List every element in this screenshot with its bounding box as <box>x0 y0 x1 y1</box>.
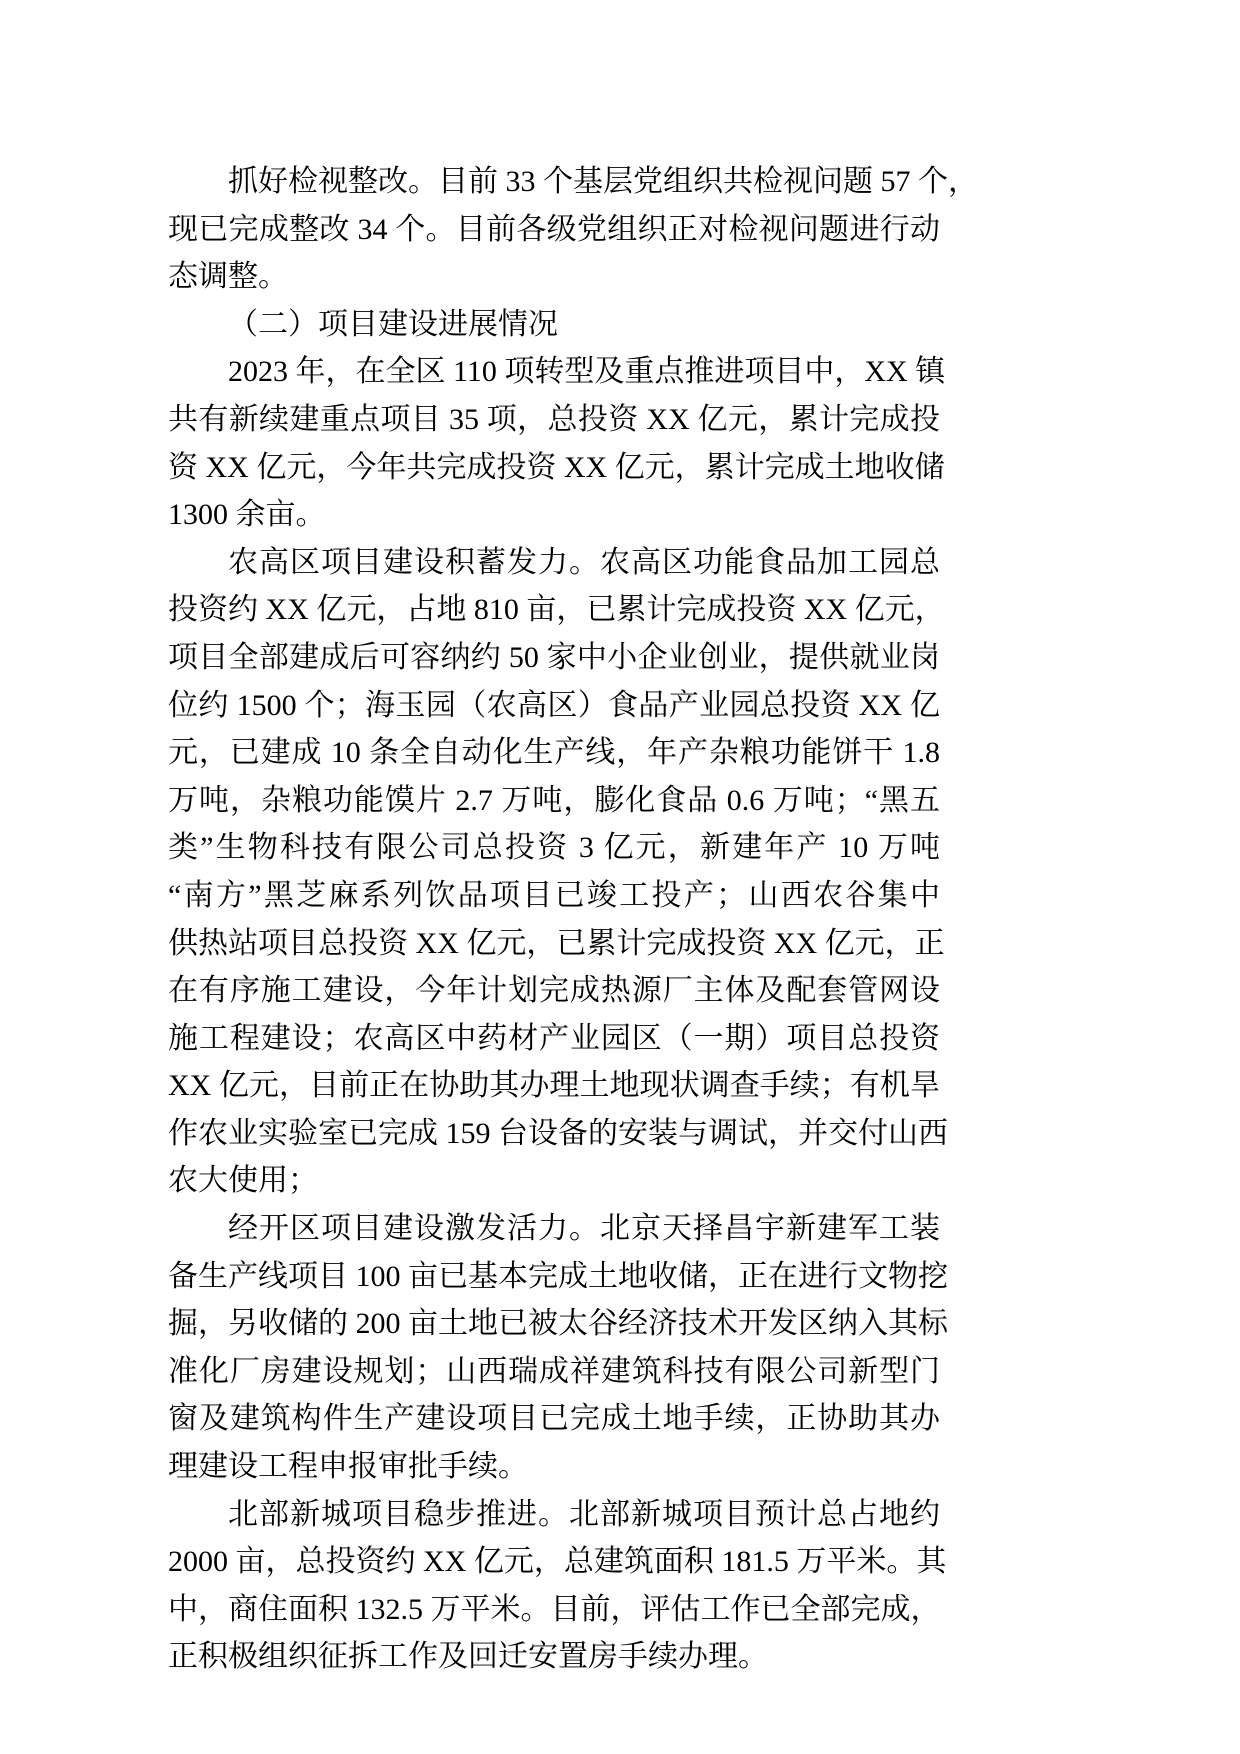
text-line: 供热站项目总投资 XX 亿元，已累计完成投资 XX 亿元，正 <box>168 926 945 960</box>
text-line: 共有新续建重点项目 35 项，总投资 XX 亿元，累计完成投 <box>168 402 940 436</box>
paragraph <box>168 539 948 1205</box>
section-heading-block <box>168 301 940 349</box>
text-line: 1300 余亩。 <box>168 498 326 532</box>
text-line: 现已完成整改 34 个。目前各级党组织正对检视问题进行动 <box>168 212 940 246</box>
text-line: 投资约 XX 亿元，占地 810 亩，已累计完成投资 XX 亿元， <box>168 593 945 627</box>
text-line: 态调整。 <box>168 260 288 294</box>
text-line: 理建设工程申报审批手续。 <box>168 1450 528 1484</box>
text-line: 资 XX 亿元，今年共完成投资 XX 亿元，累计完成土地收储 <box>168 450 945 484</box>
text-line: 备生产线项目 100 亩已基本完成土地收储，正在进行文物挖 <box>168 1259 948 1293</box>
document-body <box>168 158 978 1681</box>
text-line: 中，商住面积 132.5 万平米。目前，评估工作已全部完成， <box>168 1592 941 1626</box>
text-line: 元，已建成 10 条全自动化生产线，年产杂粮功能饼干 1.8 <box>168 736 940 770</box>
text-line: XX 亿元，目前正在协助其办理土地现状调查手续；有机旱 <box>168 1069 940 1103</box>
text-line: 窗及建筑构件生产建设项目已完成土地手续，正协助其办 <box>168 1402 940 1436</box>
text-line: 位约 1500 个；海玉园（农高区）食品产业园总投资 XX 亿 <box>168 688 940 722</box>
text-line: 万吨，杂粮功能馍片 2.7 万吨，膨化食品 0.6 万吨；“黑五 <box>168 783 940 817</box>
paragraph <box>168 1205 948 1491</box>
text-line: 经开区项目建设激发活力。北京天择昌宇新建军工装 <box>228 1212 940 1246</box>
text-line: “南方”黑芝麻系列饮品项目已竣工投产；山西农谷集中 <box>168 878 940 912</box>
text-line: 2023 年，在全区 110 项转型及重点推进项目中，XX 镇 <box>228 355 946 389</box>
text-line: 类”生物科技有限公司总投资 3 亿元，新建年产 10 万吨 <box>168 831 940 865</box>
text-line: 正积极组织征拆工作及回迁安置房手续办理。 <box>168 1640 768 1674</box>
paragraph <box>168 348 946 538</box>
text-line: 抓好检视整改。目前 33 个基层党组织共检视问题 57 个， <box>228 165 978 198</box>
text-line: 北部新城项目稳步推进。北部新城项目预计总占地约 <box>228 1497 940 1531</box>
text-line: 准化厂房建设规划；山西瑞成祥建筑科技有限公司新型门 <box>168 1354 940 1388</box>
text-line: 作农业实验室已完成 159 台设备的安装与调试，并交付山西 <box>168 1116 948 1150</box>
paragraph <box>168 1491 947 1681</box>
text-line: 农大使用； <box>168 1164 318 1198</box>
text-line: 掘，另收储的 200 亩土地已被太谷经济技术开发区纳入其标 <box>168 1307 948 1341</box>
text-line: 2000 亩，总投资约 XX 亿元，总建筑面积 181.5 万平米。其 <box>168 1545 947 1579</box>
text-line: 项目全部建成后可容纳约 50 家中小企业创业，提供就业岗 <box>168 640 940 674</box>
section-heading: （二）项目建设进展情况 <box>228 307 558 341</box>
paragraph <box>168 158 978 301</box>
text-line: 施工程建设；农高区中药材产业园区（一期）项目总投资 <box>168 1021 940 1055</box>
text-line: 农高区项目建设积蓄发力。农高区功能食品加工园总 <box>228 545 940 579</box>
text-line: 在有序施工建设，今年计划完成热源厂主体及配套管网设 <box>168 974 940 1008</box>
